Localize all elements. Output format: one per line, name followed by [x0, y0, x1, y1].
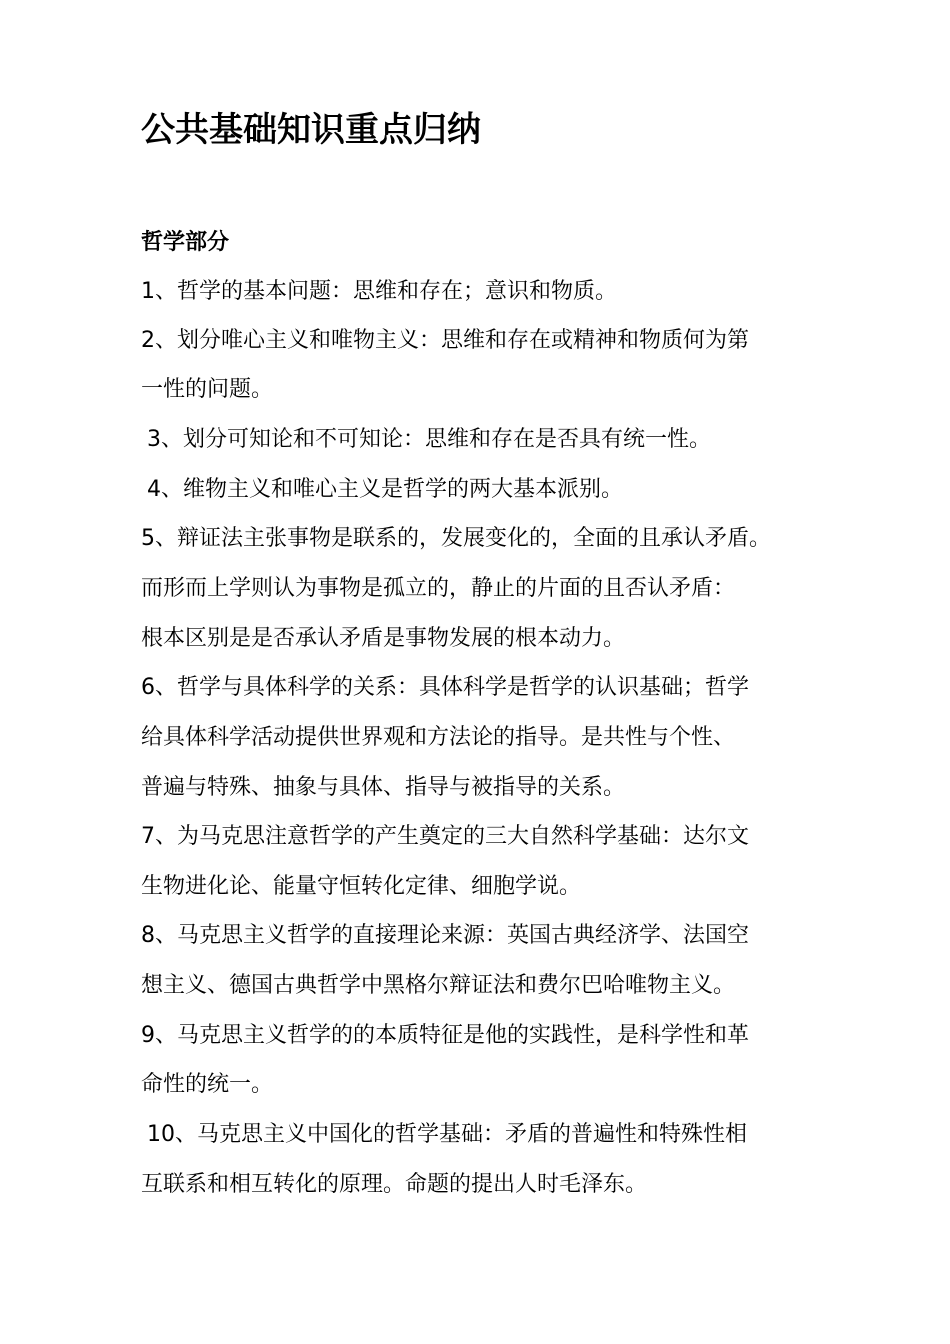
text-line: 给具体科学活动提供世界观和方法论的指导。是共性与个性、	[141, 725, 736, 750]
document-title: 公共基础知识重点归纳	[141, 110, 481, 150]
text-line: 5、辩证法主张事物是联系的，发展变化的，全面的且承认矛盾。	[141, 526, 771, 551]
text-line: 4、维物主义和唯心主义是哲学的两大基本派别。	[147, 477, 623, 502]
text-line: 生物进化论、能量守恒转化定律、细胞学说。	[141, 874, 582, 899]
text-line: 普遍与特殊、抽象与具体、指导与被指导的关系。	[141, 775, 626, 800]
text-line: 命性的统一。	[141, 1072, 274, 1097]
text-line: 而形而上学则认为事物是孤立的，静止的片面的且否认矛盾：	[141, 576, 736, 601]
text-line: 1、哲学的基本问题：思维和存在；意识和物质。	[141, 279, 617, 304]
text-line: 想主义、德国古典哲学中黑格尔辩证法和费尔巴哈唯物主义。	[141, 973, 736, 998]
text-line: 一性的问题。	[141, 377, 274, 402]
text-line: 10、马克思主义中国化的哲学基础：矛盾的普遍性和特殊性相	[147, 1122, 747, 1147]
text-line: 3、划分可知论和不可知论：思维和存在是否具有统一性。	[147, 427, 711, 452]
text-line: 2、划分唯心主义和唯物主义：思维和存在或精神和物质何为第	[141, 328, 749, 353]
text-line: 根本区别是是否承认矛盾是事物发展的根本动力。	[141, 626, 626, 651]
text-line: 9、马克思主义哲学的的本质特征是他的实践性，是科学性和革	[141, 1023, 749, 1048]
text-line: 互联系和相互转化的原理。命题的提出人时毛泽东。	[141, 1172, 648, 1197]
text-line: 8、马克思主义哲学的直接理论来源：英国古典经济学、法国空	[141, 923, 749, 948]
section-heading: 哲学部分	[141, 230, 230, 255]
text-line: 7、为马克思注意哲学的产生奠定的三大自然科学基础：达尔文	[141, 824, 749, 849]
text-line: 6、哲学与具体科学的关系：具体科学是哲学的认识基础；哲学	[141, 675, 749, 700]
